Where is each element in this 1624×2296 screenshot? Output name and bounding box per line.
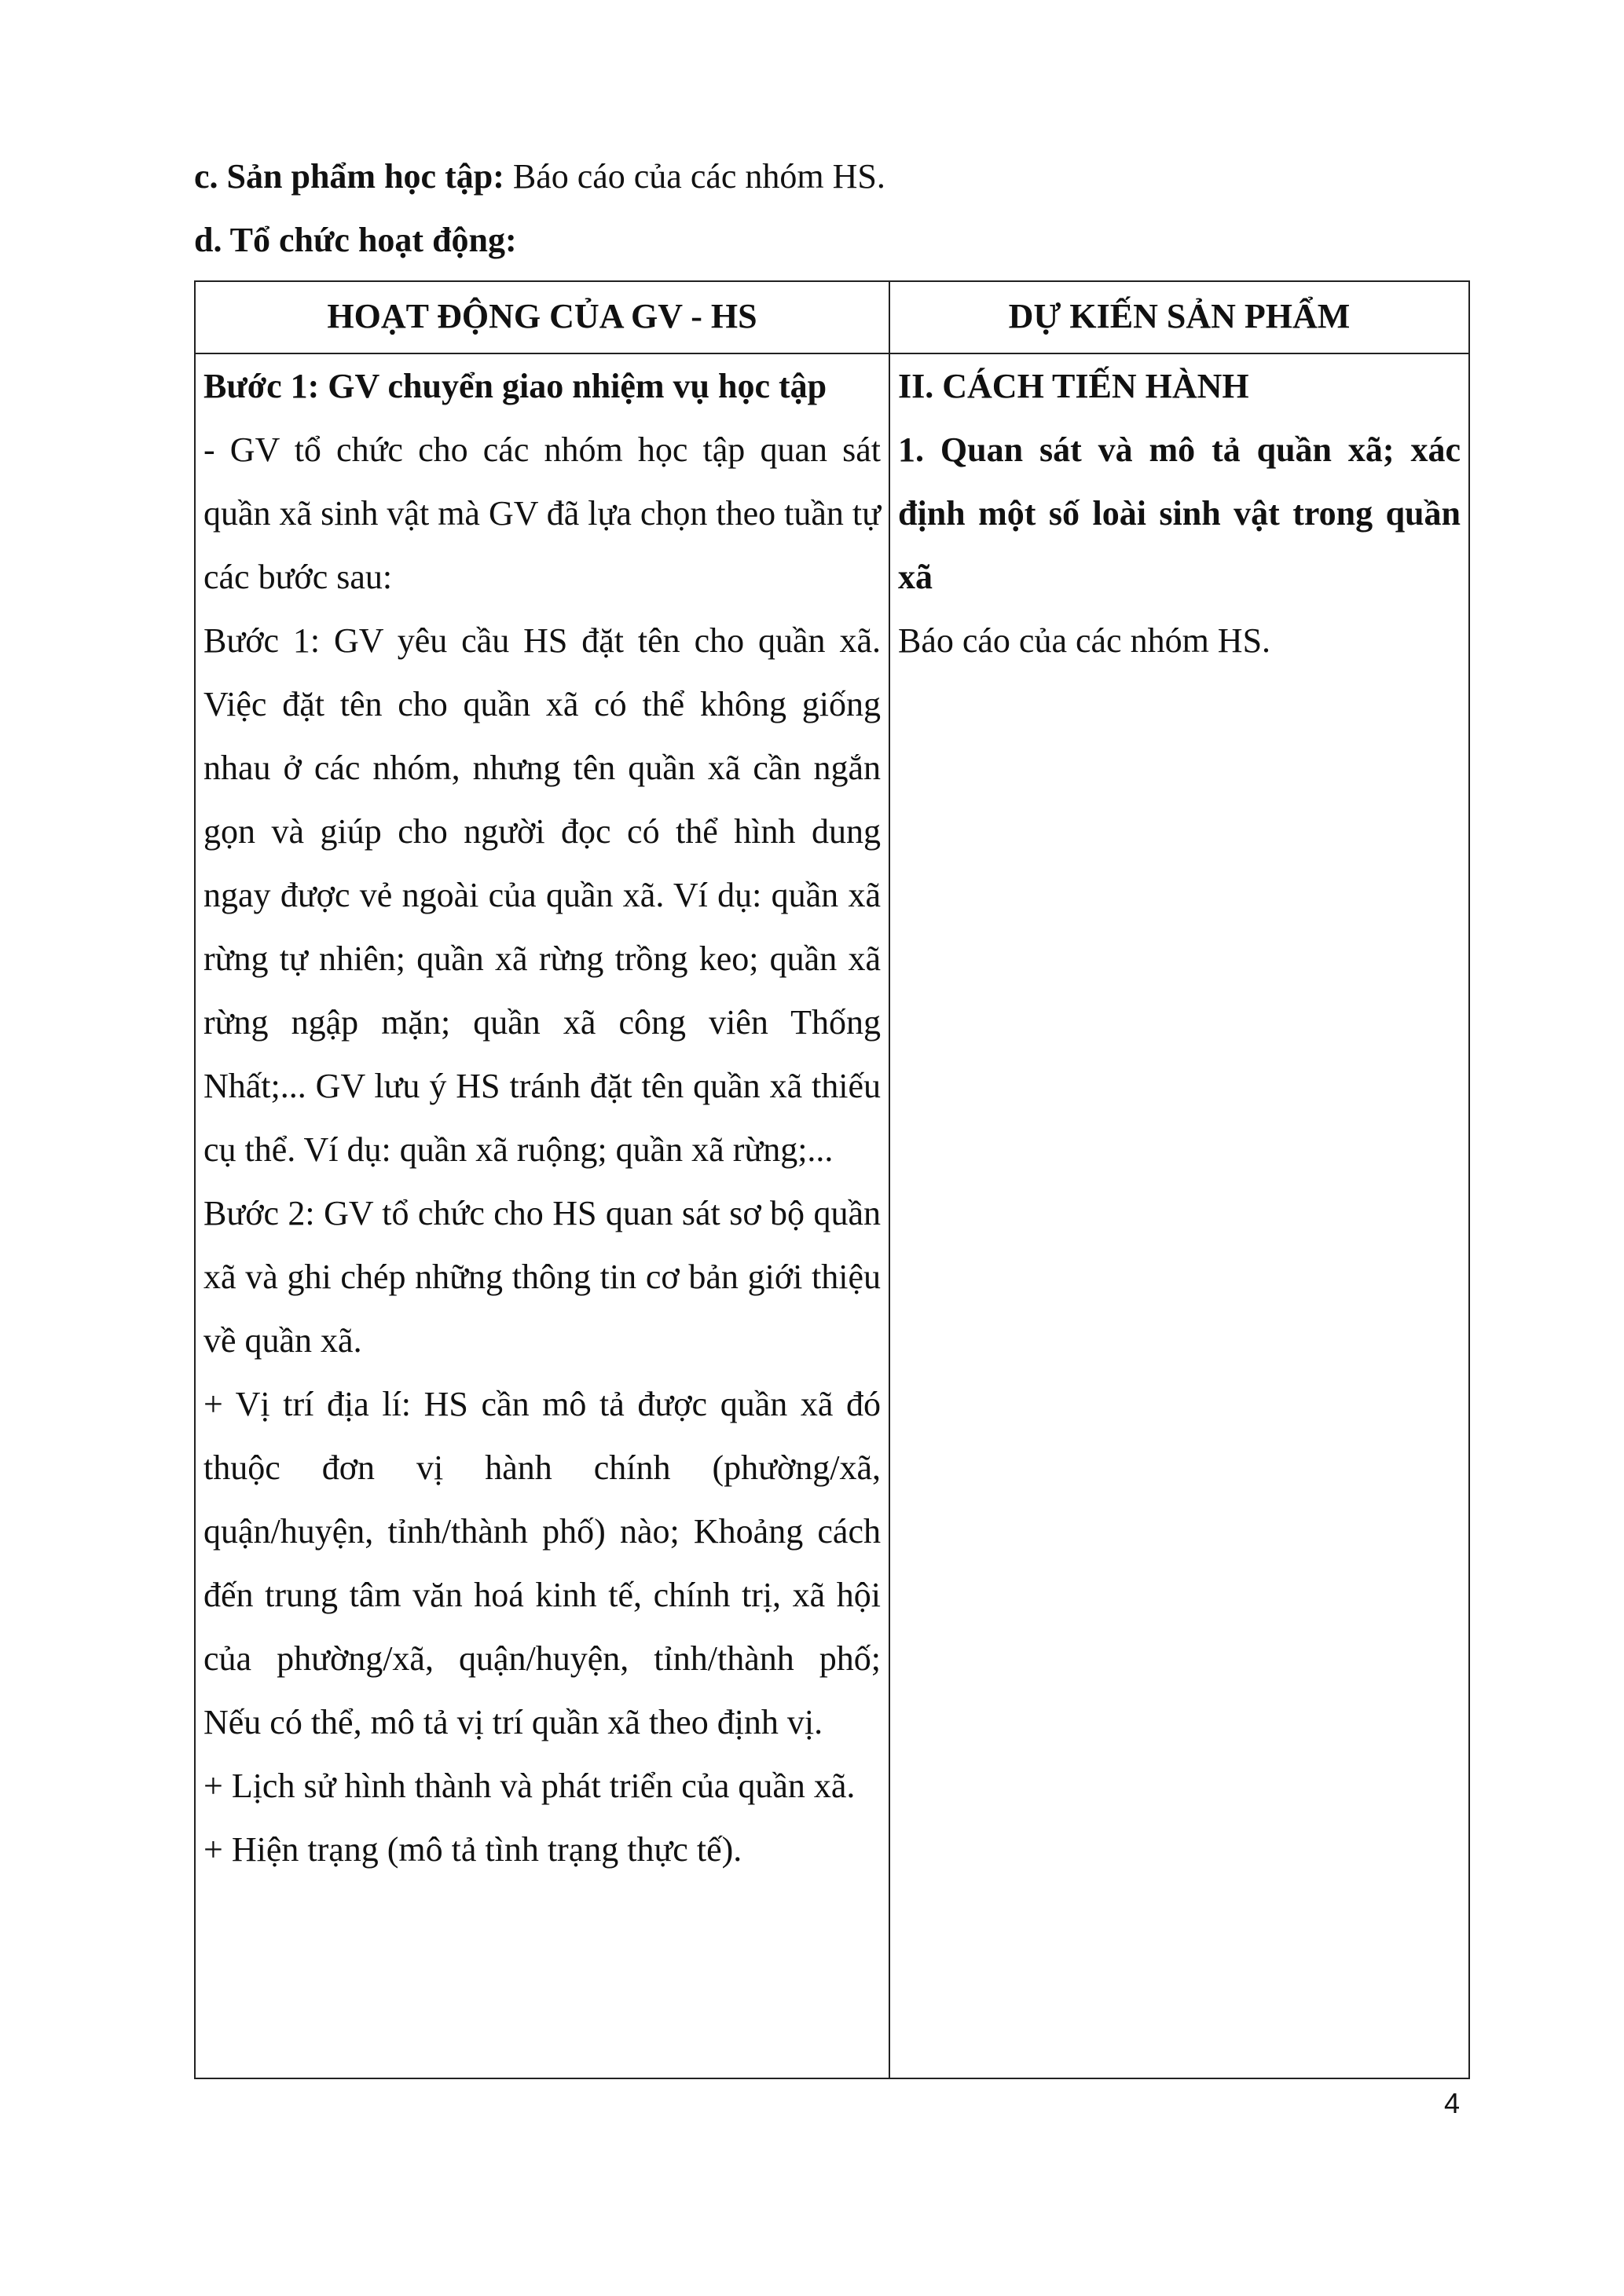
activity-paragraph: + Vị trí địa lí: HS cần mô tả được quần xã đó thuộc đơn vị hành chính (phường/xã, quận/huyện, tỉnh/thành phố) nào; Khoảng cách đến trung tâm văn hoá kinh tế, chính trị, xã hội của phường/xã, quận/huyện, tỉnh/thành phố; Nếu có thể, mô tả vị trí quần xã theo định vị. (203, 1385, 881, 1741)
activity-cell (195, 353, 889, 2078)
learning-product-text: Báo cáo của các nhóm HS. (504, 157, 885, 196)
section-title: II. CÁCH TIẾN HÀNH (898, 367, 1249, 405)
activity-paragraph: - GV tổ chức cho các nhóm học tập quan sát quần xã sinh vật mà GV đã lựa chọn theo tuần tự các bước sau: (203, 430, 881, 596)
table-header-row (195, 281, 1469, 353)
learning-product-line (194, 153, 885, 200)
activity-paragraph: Bước 1: GV yêu cầu HS đặt tên cho quần xã. Việc đặt tên cho quần xã có thể không giống nhau ở các nhóm, nhưng tên quần xã cần ngắn gọn và giúp cho người đọc có thể hình dung ngay được vẻ ngoài của quần xã. Ví dụ: quần xã rừng tự nhiên; quần xã rừng trồng keo; quần xã rừng ngập mặn; quần xã công viên Thống Nhất;... GV lưu ý HS tránh đặt tên quần xã thiếu cụ thể. Ví dụ: quần xã ruộng; quần xã rừng;... (203, 621, 881, 1169)
activity-organization-label: d. Tổ chức hoạt động: (194, 221, 517, 259)
product-text: Báo cáo của các nhóm HS. (898, 621, 1271, 660)
activity-paragraph: + Lịch sử hình thành và phát triển của quần xã. (203, 1767, 856, 1805)
learning-product-label: c. Sản phẩm học tập: (194, 157, 504, 196)
activity-table (194, 280, 1470, 2079)
product-cell (889, 353, 1469, 2078)
subsection-title: 1. Quan sát và mô tả quần xã; xác định một số loài sinh vật trong quần xã (898, 430, 1461, 596)
activity-paragraph: + Hiện trạng (mô tả tình trạng thực tế). (203, 1830, 742, 1869)
header-teacher-student-activity: HOẠT ĐỘNG CỦA GV - HS (195, 281, 889, 353)
table-row (195, 353, 1469, 2078)
activity-paragraph: Bước 2: GV tổ chức cho HS quan sát sơ bộ quần xã và ghi chép những thông tin cơ bản giới thiệu về quần xã. (203, 1194, 881, 1360)
activity-organization-heading (194, 217, 517, 264)
header-expected-product: DỰ KIẾN SẢN PHẨM (889, 281, 1469, 353)
page-number: 4 (1444, 2087, 1461, 2119)
step-title: Bước 1: GV chuyển giao nhiệm vụ học tập (203, 367, 827, 405)
